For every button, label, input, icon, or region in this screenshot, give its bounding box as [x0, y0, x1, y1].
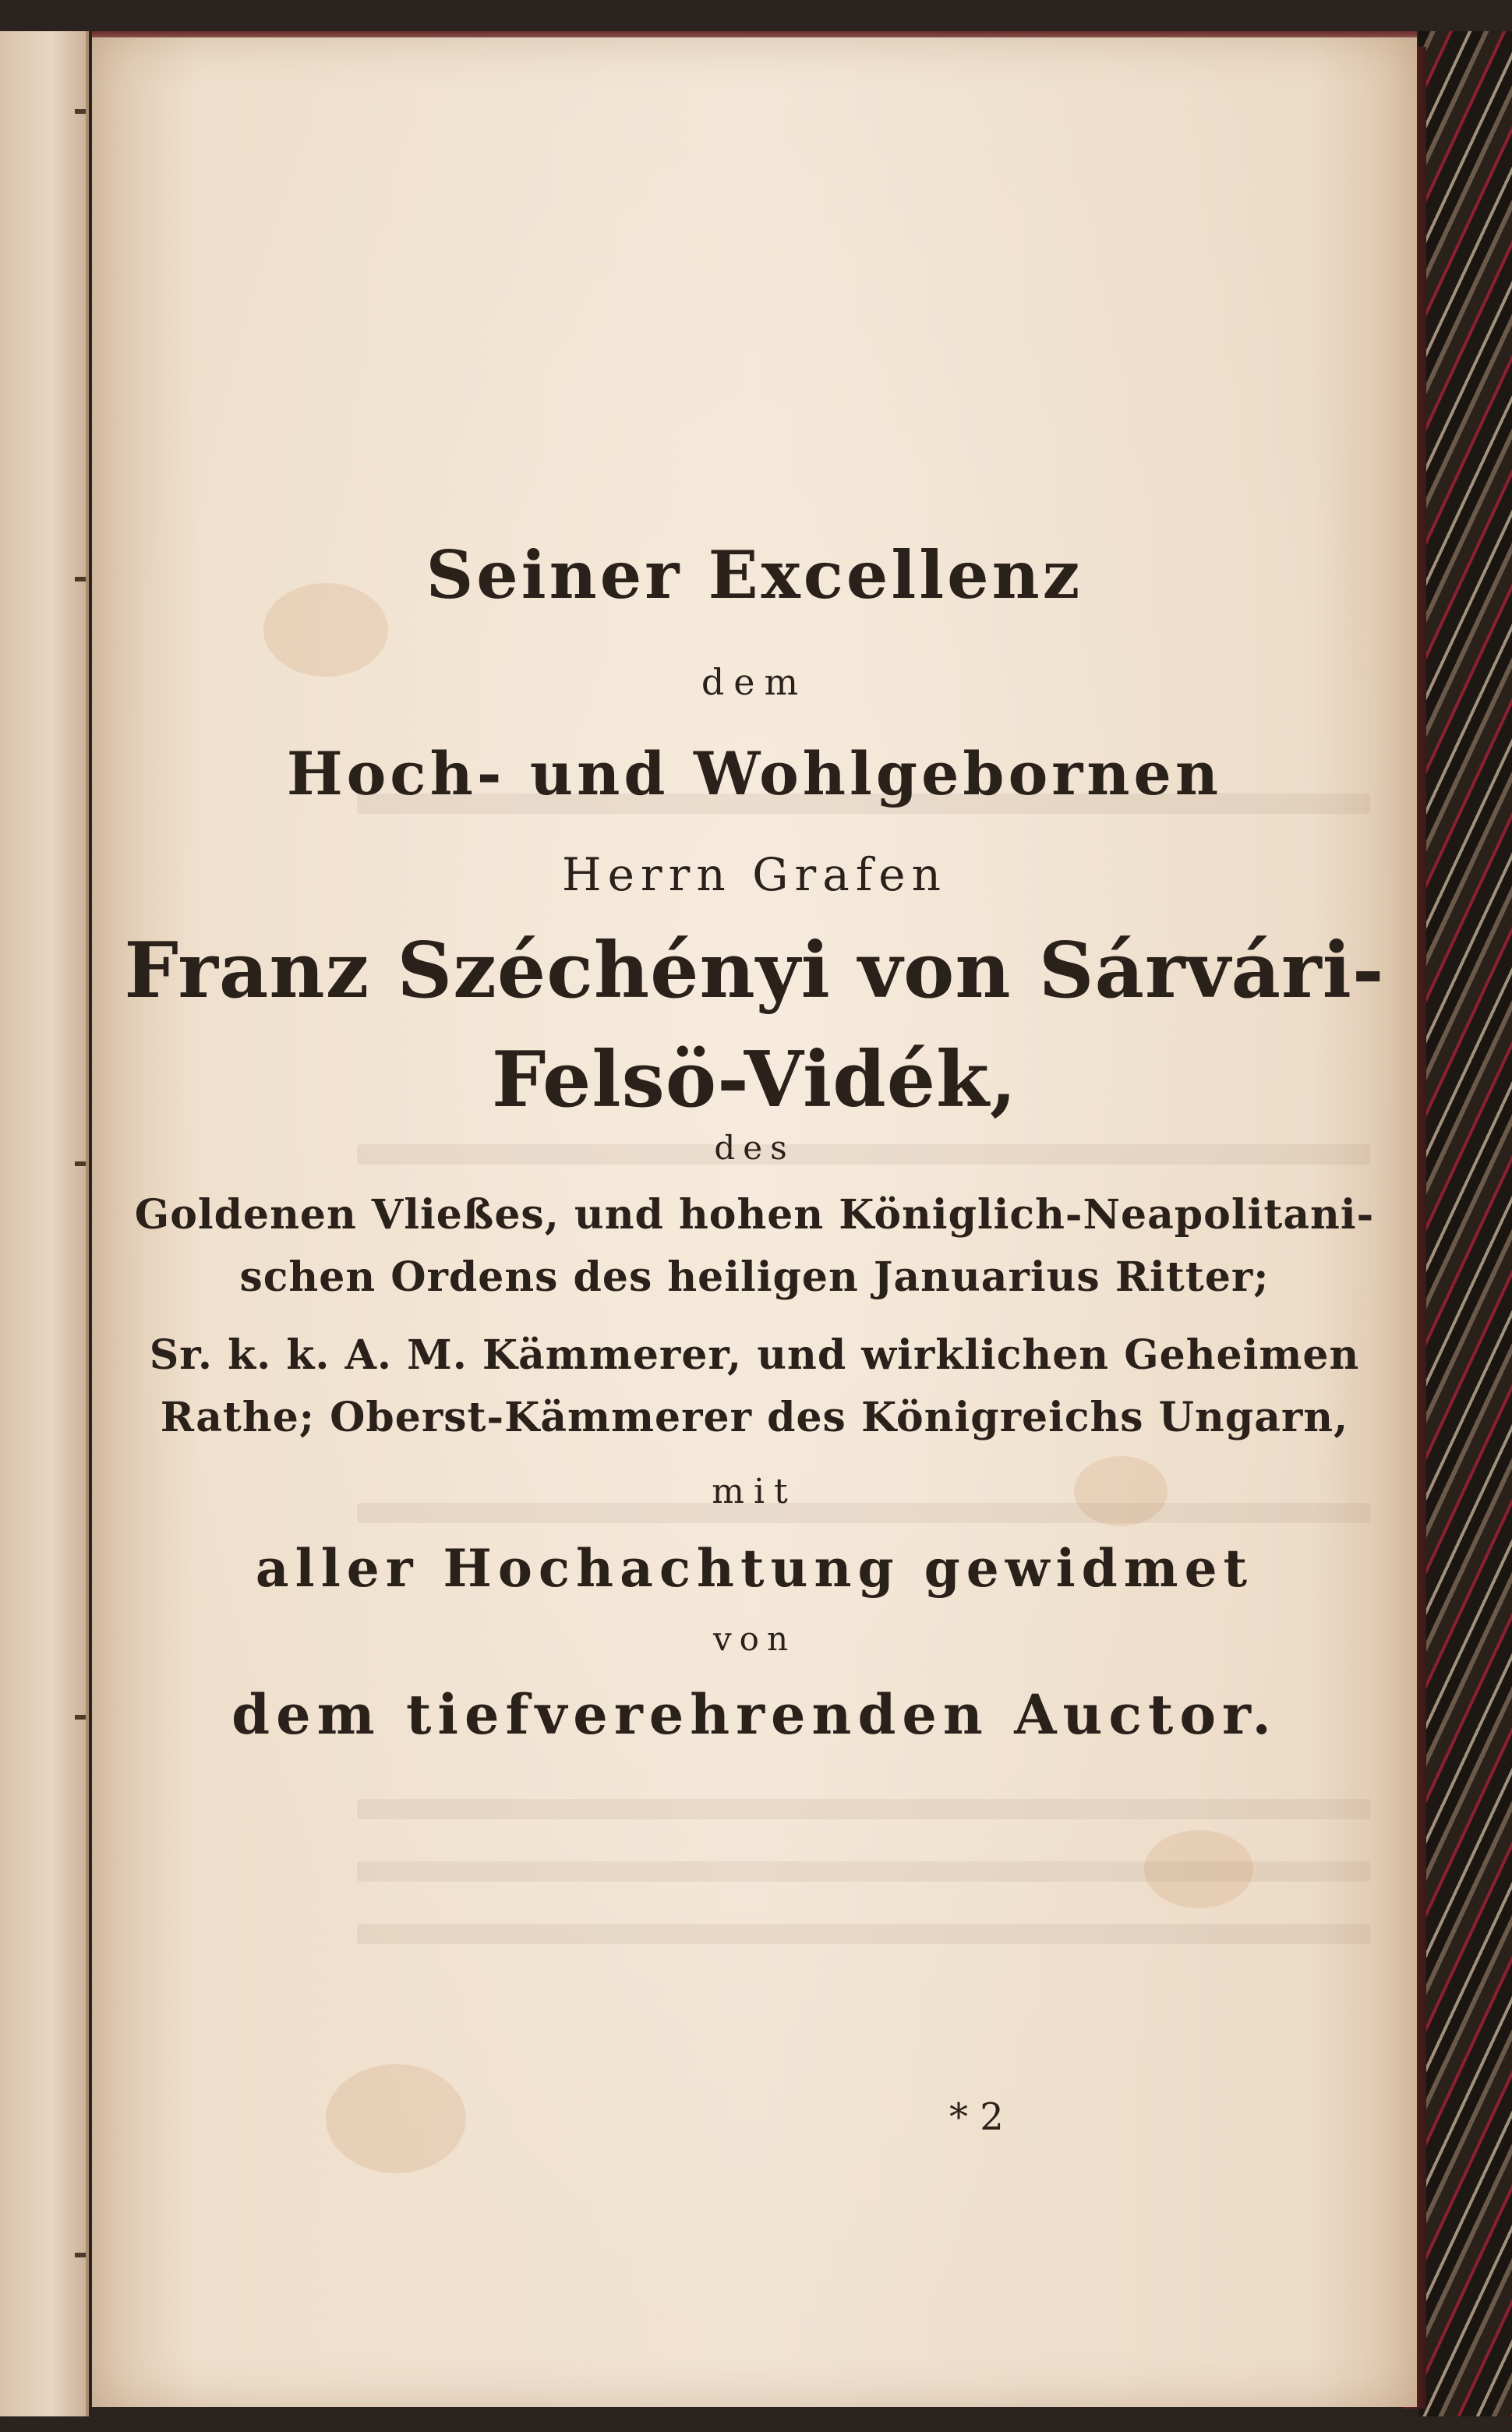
dedication-phrase: aller Hochachtung gewidmet — [255, 1538, 1254, 1599]
dedication-heading: Seiner Excellenz — [426, 536, 1083, 613]
order-line-1: Goldenen Vließes, und hohen Königlich-Neapolitani- — [134, 1191, 1375, 1239]
dedicatee-name-line-2: Felsö-Vidék, — [491, 1035, 1018, 1125]
dedication-mit: mit — [712, 1472, 797, 1511]
dedication-title: Herrn Grafen — [562, 848, 947, 901]
dedication-honorific: Hoch- und Wohlgebornen — [286, 739, 1223, 808]
dedicatee-name-line-1: Franz Széchényi von Sárvári- — [124, 926, 1385, 1016]
dedication-dem: dem — [701, 661, 808, 703]
binding-thread — [75, 1161, 86, 1166]
binding-thread — [75, 1715, 86, 1720]
dedication-des: des — [714, 1129, 795, 1167]
binding-thread — [75, 577, 86, 581]
rank-line-2: Rathe; Oberst-Kämmerer des Königreichs Ungarn, — [160, 1394, 1349, 1441]
dedication-von: von — [712, 1620, 797, 1658]
rank-line-1: Sr. k. k. A. M. Kämmerer, und wirklichen Geheimen — [149, 1331, 1360, 1379]
dedication-author: dem tiefverehrenden Auctor. — [231, 1682, 1277, 1747]
dedication-page — [92, 37, 1417, 2407]
left-page-edge — [0, 31, 89, 2416]
order-line-2: schen Ordens des heiligen Januarius Ritter; — [239, 1253, 1270, 1301]
binding-thread — [75, 2253, 86, 2257]
marbled-cover-board — [1418, 31, 1512, 2416]
dedication-text — [92, 37, 1417, 2407]
binding-thread — [75, 109, 86, 114]
signature-mark: * 2 — [949, 2095, 1004, 2139]
